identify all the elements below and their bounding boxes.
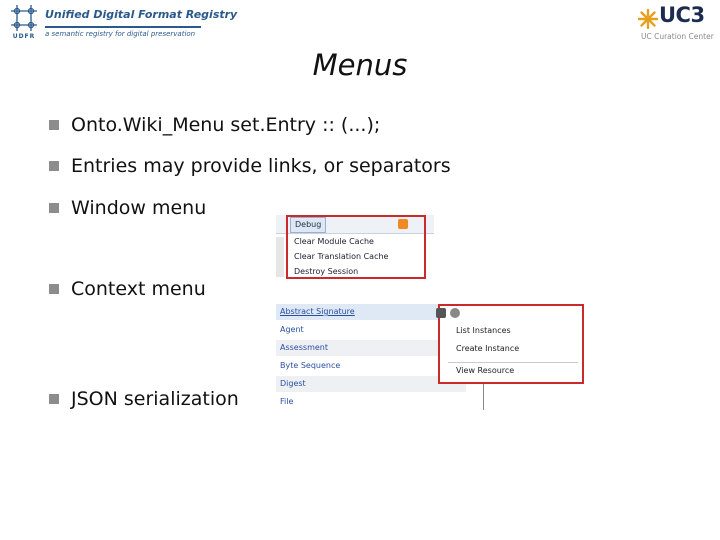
bullet-square-icon — [49, 284, 59, 294]
bullet-item — [49, 278, 206, 300]
resource-row[interactable]: Assessment — [276, 340, 466, 356]
window-menu-screenshot — [276, 215, 434, 279]
bullet-text: Onto.Wiki_Menu set.Entry :: (...); — [71, 114, 381, 136]
udfr-logo-text: UDFR — [12, 33, 36, 40]
context-menu-popup — [438, 304, 584, 384]
slide-title: Menus — [312, 48, 408, 82]
bullet-item — [49, 114, 380, 136]
registry-title: Unified Digital Format Registry — [45, 8, 238, 21]
udfr-logo — [10, 4, 38, 42]
resource-row[interactable]: Abstract Signature — [276, 304, 466, 320]
menu-item-clear-translation-cache[interactable]: Clear Translation Cache — [294, 252, 389, 261]
menu-item-list-instances[interactable]: List Instances — [456, 326, 511, 335]
bullet-text: JSON serialization — [71, 388, 239, 410]
uc3-subtitle: UC Curation Center — [641, 32, 714, 41]
menu-item-clear-module-cache[interactable]: Clear Module Cache — [294, 237, 374, 246]
bullet-square-icon — [49, 203, 59, 213]
bullet-item — [49, 388, 239, 410]
column-divider — [483, 384, 484, 410]
header-divider — [45, 26, 201, 28]
debug-menu-tab[interactable]: Debug — [290, 217, 326, 233]
highlight-frame — [286, 215, 426, 279]
resource-row[interactable]: File — [280, 397, 294, 406]
bullet-text: Context menu — [71, 278, 206, 300]
bullet-text: Entries may provide links, or separators — [71, 155, 451, 177]
bullet-item — [49, 197, 206, 219]
bullet-text: Window menu — [71, 197, 207, 219]
bullet-square-icon — [49, 394, 59, 404]
menu-item-create-instance[interactable]: Create Instance — [456, 344, 520, 353]
context-menu-toggle-icon[interactable] — [450, 308, 460, 318]
resource-row[interactable]: Agent — [280, 325, 304, 334]
menu-separator — [448, 362, 578, 363]
uc3-star-icon — [638, 9, 658, 33]
bullet-square-icon — [49, 120, 59, 130]
registry-subtitle: a semantic registry for digital preservation — [45, 30, 196, 38]
resource-row[interactable]: Digest — [276, 376, 466, 392]
side-panel — [276, 237, 284, 277]
resource-row[interactable]: Byte Sequence — [280, 361, 341, 370]
uc3-logo-text: UC3 — [659, 3, 705, 27]
bullet-item — [49, 155, 451, 177]
resource-type-icon[interactable] — [436, 308, 446, 318]
context-menu-screenshot — [276, 304, 586, 410]
bullet-square-icon — [49, 161, 59, 171]
menu-item-destroy-session[interactable]: Destroy Session — [294, 267, 359, 276]
menu-item-view-resource[interactable]: View Resource — [456, 366, 515, 375]
